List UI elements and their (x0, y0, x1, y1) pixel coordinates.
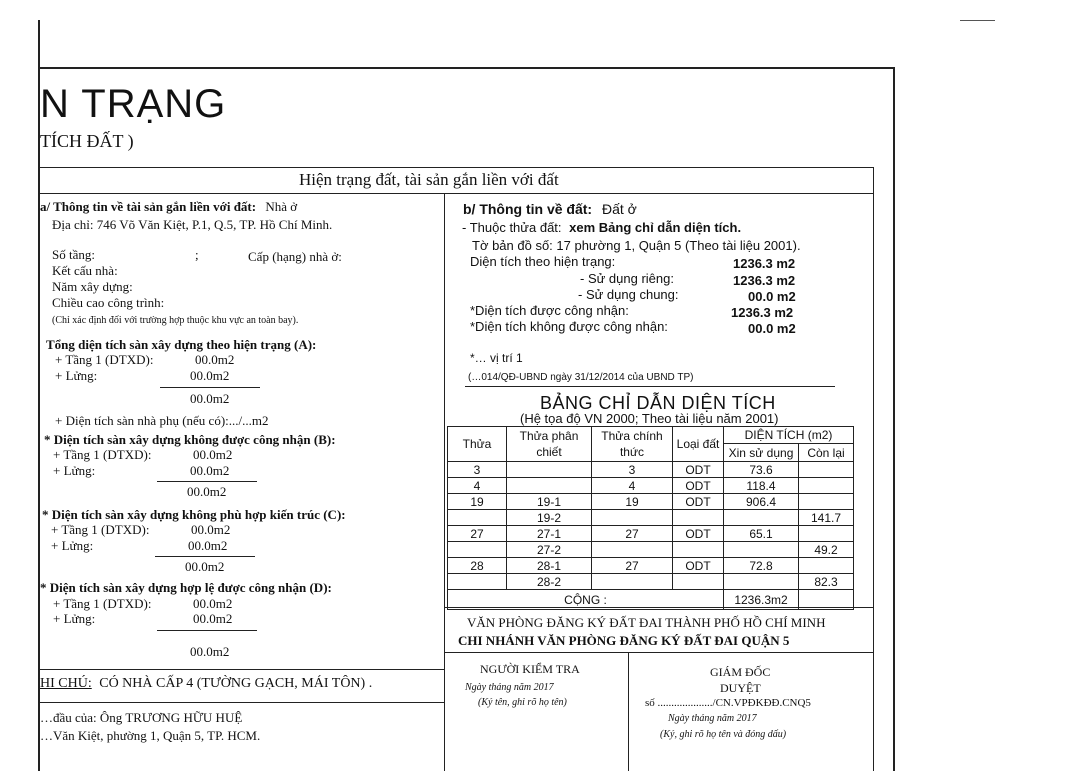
cell-loai: ODT (673, 478, 724, 494)
table-row (448, 462, 854, 478)
c-sum-rule (155, 556, 255, 557)
address: Địa chỉ: 746 Võ Văn Kiệt, P.1, Q.5, TP. Hồ Chí Minh. (52, 217, 333, 232)
section-b-heading-label: b/ Thông tin về đất: (463, 201, 593, 217)
cell-con-lai (799, 478, 854, 494)
d-tang1-label: + Tầng 1 (DTXD): (53, 596, 152, 611)
sign-right-title: GIÁM ĐỐC (710, 665, 771, 679)
cell-phan-chiet: 19-1 (507, 494, 592, 510)
d-lung-label: + Lửng: (53, 611, 96, 626)
total-c-label: * Diện tích sàn xây dựng không phù hợp kiến trúc (C): (42, 507, 346, 522)
cell-con-lai (799, 526, 854, 542)
ghi-chu-label: HI CHÚ: (40, 676, 92, 691)
col-xin-su-dung: Xin sử dụng (724, 444, 799, 462)
col-loai-dat: Loại đất (673, 427, 724, 462)
cell-chinh-thuc: 4 (592, 478, 673, 494)
sign-right-date: Ngày tháng năm 2017 (668, 713, 757, 724)
dt-khong-cong-nhan-value: 00.0 m2 (748, 321, 796, 336)
office-top-rule (444, 607, 874, 608)
cell-chinh-thuc: 19 (592, 494, 673, 510)
cell-con-lai (799, 462, 854, 478)
box-top (40, 167, 874, 168)
section-b-heading (463, 201, 637, 217)
so-tang-label: Số tầng: (52, 247, 95, 262)
su-dung-chung-label: - Sử dụng chung: (578, 287, 679, 302)
c-sum-value: 00.0m2 (185, 559, 225, 574)
section-a-heading-value: Nhà ở (265, 199, 298, 214)
cell-thua: 4 (448, 478, 507, 494)
c-lung-value: 00.0m2 (188, 538, 228, 553)
cell-thua (448, 574, 507, 590)
cell-thua: 19 (448, 494, 507, 510)
thuoc-thua-value: xem Bảng chỉ dẫn diện tích. (569, 220, 742, 235)
cell-phan-chiet: 27-2 (507, 542, 592, 558)
cell-con-lai: 49.2 (799, 542, 854, 558)
ket-cau-label: Kết cấu nhà: (52, 263, 118, 278)
top-frame-line (40, 67, 895, 69)
cell-phan-chiet (507, 478, 592, 494)
cell-thua: 28 (448, 558, 507, 574)
cell-chinh-thuc: 27 (592, 526, 673, 542)
cell-xin: 65.1 (724, 526, 799, 542)
sign-left-note: (Ký tên, ghi rõ họ tên) (478, 697, 567, 708)
thuoc-thua (462, 220, 741, 235)
owner-line-2: …Văn Kiệt, phường 1, Quận 5, TP. HCM. (40, 728, 261, 743)
page-title: N TRẠNG (40, 82, 227, 126)
b-sum-rule (157, 481, 257, 482)
cell-xin (724, 510, 799, 526)
so-tang-separator: ; (195, 247, 199, 262)
box-divider (444, 193, 445, 771)
sign-left-date: Ngày tháng năm 2017 (465, 682, 554, 693)
cell-chinh-thuc: 3 (592, 462, 673, 478)
phu-line: + Diện tích sàn nhà phụ (nếu có):.../...m2 (55, 413, 269, 428)
cell-phan-chiet: 28-1 (507, 558, 592, 574)
cell-thua: 3 (448, 462, 507, 478)
sign-right-note: (Ký, ghi rõ họ tên và đóng dấu) (660, 729, 787, 740)
ghi-chu-text: CÓ NHÀ CẤP 4 (TƯỜNG GẠCH, MÁI TÔN) . (99, 676, 373, 691)
cap-hang-label: Cấp (hạng) nhà ở: (248, 249, 342, 264)
a-sum-rule (160, 387, 260, 388)
to-ban-do: Tờ bản đồ số: 17 phường 1, Quận 5 (Theo tài liệu 2001). (472, 238, 801, 253)
box-right (873, 167, 874, 771)
cell-con-lai: 141.7 (799, 510, 854, 526)
cell-chinh-thuc: 27 (592, 558, 673, 574)
top-right-mark (960, 20, 995, 21)
section-a-heading (40, 199, 297, 215)
office-line-1: VĂN PHÒNG ĐĂNG KÝ ĐẤT ĐAI THÀNH PHỐ HỒ CHÍ MINH (467, 615, 826, 630)
cell-loai: ODT (673, 462, 724, 478)
dt-hien-trang-value: 1236.3 m2 (733, 256, 796, 271)
section-b-heading-value: Đất ở (602, 201, 637, 217)
col-thua-chinh-thuc: Thửa chính thức (592, 427, 673, 462)
quyet-dinh: (…014/QĐ-UBND ngày 31/12/2014 của UBND TP) (468, 372, 694, 383)
cell-phan-chiet: 28-2 (507, 574, 592, 590)
table-row (448, 526, 854, 542)
chieu-cao-label: Chiều cao công trình: (52, 295, 165, 310)
thuoc-thua-label: - Thuộc thửa đất: (462, 220, 562, 235)
col-dien-tich: DIỆN TÍCH (m2) (724, 427, 854, 444)
dt-cong-nhan-label: *Diện tích được công nhận: (470, 303, 629, 318)
cell-loai: ODT (673, 526, 724, 542)
d-tang1-value: 00.0m2 (193, 596, 233, 611)
sign-right-duyet: DUYỆT (720, 681, 761, 695)
office-bottom-rule (444, 652, 874, 653)
cong-label: CỘNG : (448, 590, 724, 610)
cell-phan-chiet: 27-1 (507, 526, 592, 542)
cell-con-lai (799, 558, 854, 574)
a-sum-value: 00.0m2 (190, 391, 230, 406)
a-lung-value: 00.0m2 (190, 368, 230, 383)
cell-loai (673, 542, 724, 558)
cell-phan-chiet: 19-2 (507, 510, 592, 526)
su-dung-chung-value: 00.0 m2 (748, 289, 796, 304)
cell-thua: 27 (448, 526, 507, 542)
cell-xin: 73.6 (724, 462, 799, 478)
table-row (448, 558, 854, 574)
chieu-cao-note: (Chỉ xác định đối với trường hợp thuộc khu vực an toàn bay). (52, 315, 299, 326)
ghi-chu-top-rule (40, 669, 444, 670)
box-title-bottom (40, 193, 874, 194)
b-sum-value: 00.0m2 (187, 484, 227, 499)
a-lung-label: + Lửng: (55, 368, 98, 383)
page-subtitle: TÍCH ĐẤT ) (40, 131, 134, 151)
cong-value: 1236.3m2 (724, 590, 799, 610)
su-dung-rieng-value: 1236.3 m2 (733, 273, 796, 288)
ghi-chu-bottom-rule (40, 702, 444, 703)
d-sum-rule (157, 630, 257, 631)
c-tang1-value: 00.0m2 (191, 522, 231, 537)
table-row (448, 542, 854, 558)
dt-cong-nhan-value: 1236.3 m2 (731, 305, 794, 320)
a-tang1-label: + Tầng 1 (DTXD): (55, 352, 154, 367)
table-row (448, 574, 854, 590)
col-con-lai: Còn lại (799, 444, 854, 462)
owner-line-1: …đầu của: Ông TRƯƠNG HỮU HUỆ (40, 710, 243, 725)
d-sum-value: 00.0m2 (190, 644, 230, 659)
ghi-chu (40, 676, 372, 692)
table-row (448, 494, 854, 510)
cell-chinh-thuc (592, 542, 673, 558)
cell-xin: 906.4 (724, 494, 799, 510)
col-thua-phan-chiet: Thửa phân chiết (507, 427, 592, 462)
cell-xin: 72.8 (724, 558, 799, 574)
sign-divider (628, 652, 629, 771)
cell-chinh-thuc (592, 574, 673, 590)
c-tang1-label: + Tầng 1 (DTXD): (51, 522, 150, 537)
box-title: Hiện trạng đất, tài sản gắn liền với đất (299, 170, 559, 189)
dt-hien-trang-label: Diện tích theo hiện trạng: (470, 254, 616, 269)
cell-chinh-thuc (592, 510, 673, 526)
bang-title: BẢNG CHỈ DẪN DIỆN TÍCH (540, 393, 776, 413)
b-lung-value: 00.0m2 (190, 463, 230, 478)
col-thua: Thửa (448, 427, 507, 462)
vi-tri: *… vị trí 1 (470, 351, 523, 365)
sign-left-title: NGƯỜI KIỂM TRA (480, 662, 580, 676)
c-lung-label: + Lửng: (51, 538, 94, 553)
cell-loai (673, 510, 724, 526)
cell-thua (448, 542, 507, 558)
b-tang1-label: + Tầng 1 (DTXD): (53, 447, 152, 462)
table-row (448, 510, 854, 526)
nam-xd-label: Năm xây dựng: (52, 279, 133, 294)
section-a-heading-label: a/ Thông tin về tài sản gắn liền với đất: (40, 199, 257, 214)
land-table (447, 426, 854, 610)
dt-khong-cong-nhan-label: *Diện tích không được công nhận: (470, 319, 668, 334)
d-lung-value: 00.0m2 (193, 611, 233, 626)
cell-xin: 118.4 (724, 478, 799, 494)
total-a-label: Tổng diện tích sàn xây dựng theo hiện trạng (A): (46, 337, 317, 352)
sign-right-so: số ..................../CN.VPĐKĐĐ.CNQ5 (645, 697, 811, 709)
office-line-2: CHI NHÁNH VĂN PHÒNG ĐĂNG KÝ ĐẤT ĐAI QUẬN 5 (458, 633, 790, 648)
b-tang1-value: 00.0m2 (193, 447, 233, 462)
su-dung-rieng-label: - Sử dụng riêng: (580, 271, 674, 286)
cell-thua (448, 510, 507, 526)
cell-loai: ODT (673, 558, 724, 574)
cell-con-lai: 82.3 (799, 574, 854, 590)
vi-tri-rule (465, 386, 835, 387)
a-tang1-value: 00.0m2 (195, 352, 235, 367)
right-frame-line (893, 67, 895, 771)
cell-xin (724, 542, 799, 558)
bang-subtitle: (Hệ tọa độ VN 2000; Theo tài liệu năm 2001) (520, 411, 779, 426)
cell-loai (673, 574, 724, 590)
cell-con-lai (799, 494, 854, 510)
b-lung-label: + Lửng: (53, 463, 96, 478)
cell-phan-chiet (507, 462, 592, 478)
cell-loai: ODT (673, 494, 724, 510)
total-b-label: * Diện tích sàn xây dựng không được công nhận (B): (44, 432, 336, 447)
cell-xin (724, 574, 799, 590)
table-row (448, 478, 854, 494)
total-d-label: * Diện tích sàn xây dựng hợp lệ được công nhận (D): (40, 580, 332, 595)
